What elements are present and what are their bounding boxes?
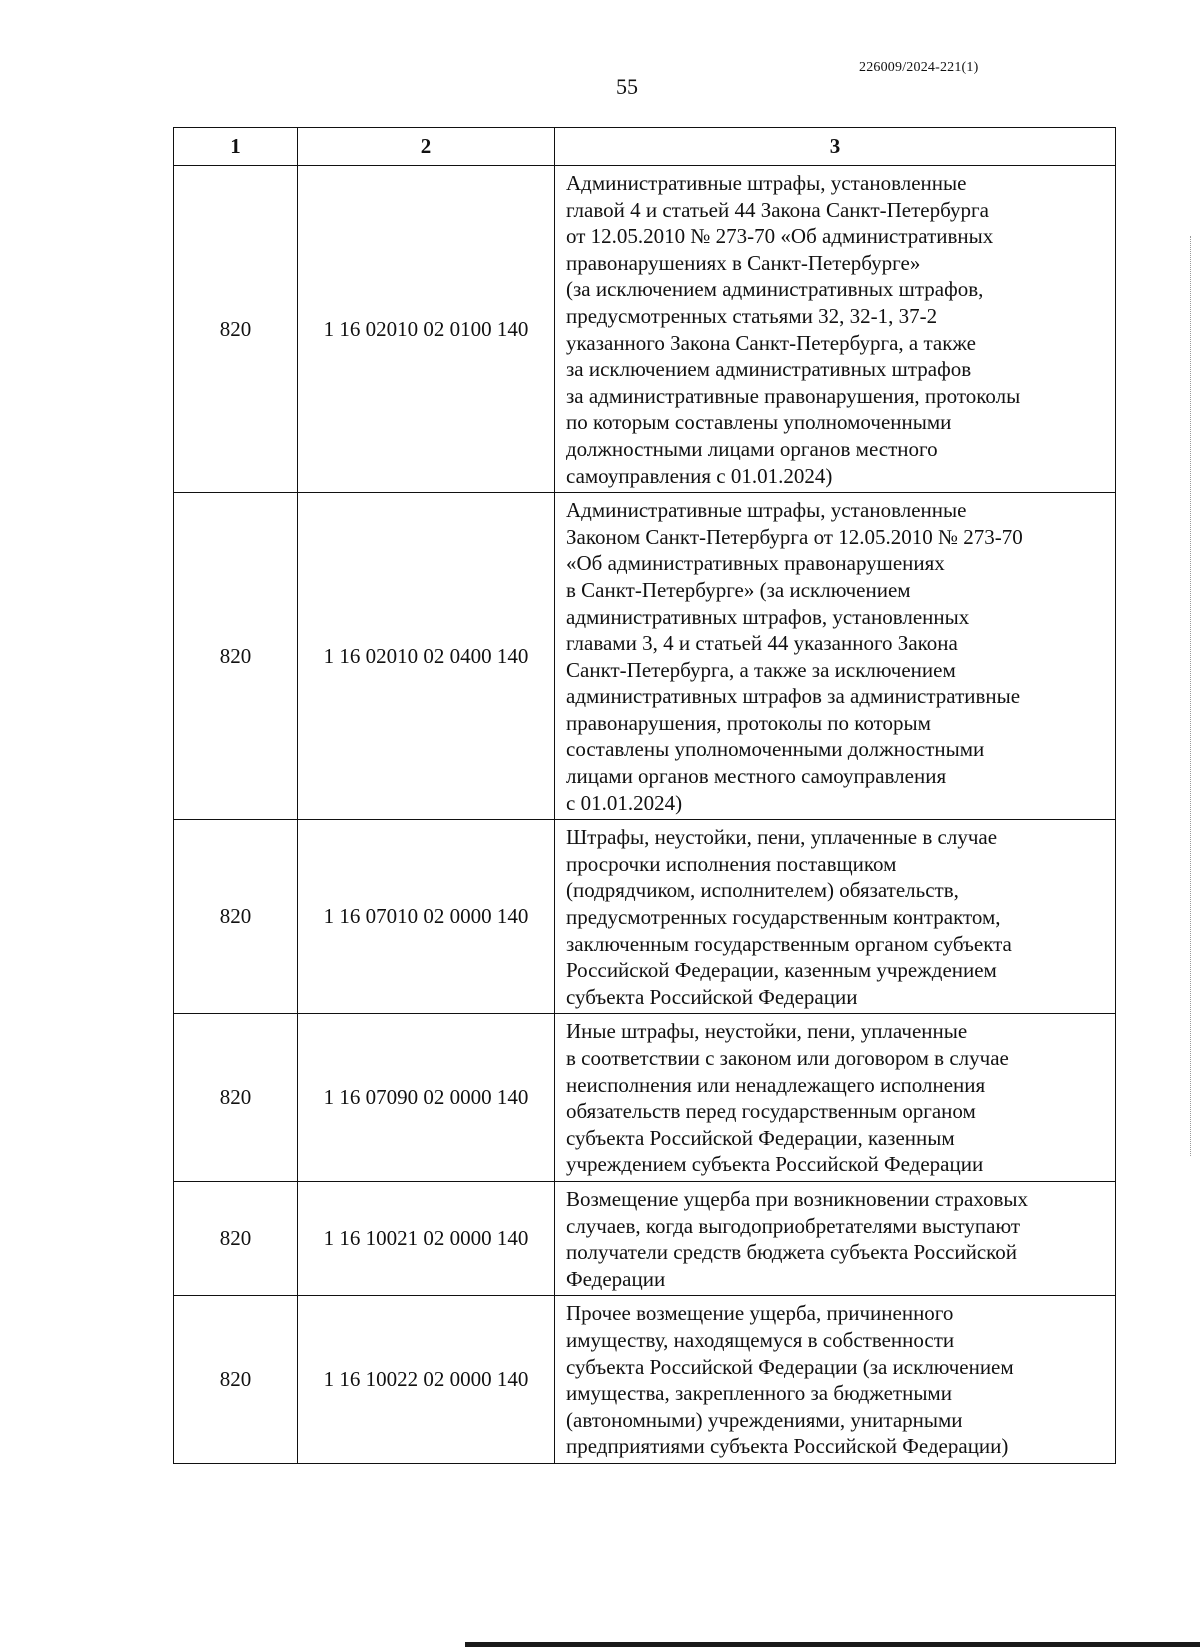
kbk-code-cell: 1 16 02010 02 0400 140 [298,493,555,820]
description-line: Возмещение ущерба при возникновении страховых [566,1186,1028,1211]
admin-code-cell: 820 [174,1014,298,1182]
description-line: субъекта Российской Федерации (за исключением [566,1354,1014,1379]
description-cell [555,1181,1116,1295]
budget-revenue-table [173,127,1116,1464]
description-line: случаев, когда выгодоприобретателями выступают [566,1213,1021,1238]
description-line: в соответствии с законом или договором в случае [566,1046,1009,1070]
kbk-code-cell: 1 16 10022 02 0000 140 [298,1296,555,1464]
description-cell [555,493,1116,820]
admin-code-cell: 820 [174,820,298,1014]
description-line: (подрядчиком, исполнителем) обязательств, [566,878,959,903]
description-line: Административные штрафы, установленные [566,498,967,523]
description-line: предусмотренных статьями 32, 32-1, 37-2 [566,303,938,328]
table-row [174,1014,1116,1182]
description-cell [555,820,1116,1014]
description-line: главами 3, 4 и статьей 44 указанного Закона [566,631,958,656]
description-line: Административные штрафы, установленные [566,171,967,195]
description-line: Штрафы, неустойки, пени, уплаченные в случае [566,825,998,850]
description-line: административных штрафов, установленных [566,604,970,629]
description-line: получатели средств бюджета субъекта Российской [566,1240,1018,1265]
description-line: лицами органов местного самоуправления [566,764,947,789]
description-cell [555,166,1116,493]
table-body [174,166,1116,1464]
description-line: обязательств перед государственным органом [566,1099,976,1124]
description-line: правонарушения, протоколы по которым [566,710,931,735]
description-line: по которым составлены уполномоченными [566,410,952,435]
description-line: составлены уполномоченными должностными [566,737,985,762]
table-row [174,820,1116,1014]
description-line: Санкт-Петербурга, а также за исключением [566,657,956,682]
description-line: должностными лицами органов местного [566,436,938,461]
table-row [174,1296,1116,1464]
scan-bottom-rule [465,1642,1200,1647]
description-line: заключенным государственным органом субъекта [566,931,1012,956]
admin-code-cell: 820 [174,1181,298,1295]
description-line: от 12.05.2010 № 273-70 «Об административных [566,224,994,249]
description-line: предприятиями субъекта Российской Федерации) [566,1434,1009,1459]
scan-margin-marks [1190,236,1193,1156]
description-line: Иные штрафы, неустойки, пени, уплаченные [566,1019,968,1044]
description-line: Федерации [566,1266,666,1291]
description-cell [555,1296,1116,1464]
description-line: имуществу, находящемуся в собственности [566,1327,955,1352]
column-header-1: 1 [174,128,298,166]
description-line: (автономными) учреждениями, унитарными [566,1407,963,1432]
description-line: главой 4 и статьей 44 Закона Санкт-Петербурга [566,197,989,222]
column-header-2: 2 [298,128,555,166]
table-row [174,493,1116,820]
description-line: с 01.01.2024) [566,790,683,815]
description-line: Законом Санкт-Петербурга от 12.05.2010 № 273-70 [566,524,1023,549]
description-line: имущества, закрепленного за бюджетными [566,1381,952,1406]
document-number: 226009/2024-221(1) [859,60,979,75]
description-line: субъекта Российской Федерации [566,984,858,1009]
kbk-code-cell: 1 16 07010 02 0000 140 [298,820,555,1014]
description-line: Российской Федерации, казенным учреждением [566,958,997,983]
admin-code-cell: 820 [174,493,298,820]
description-line: неисполнения или ненадлежащего исполнения [566,1072,986,1097]
description-line: за исключением административных штрафов [566,357,972,382]
description-line: (за исключением административных штрафов, [566,277,984,302]
description-line: административных штрафов за административные [566,684,1021,709]
description-line: в Санкт-Петербурге» (за исключением [566,577,911,602]
description-line: просрочки исполнения поставщиком [566,851,897,876]
table-row [174,1181,1116,1295]
description-line: самоуправления с 01.01.2024) [566,463,833,488]
page-number: 55 [616,74,638,99]
admin-code-cell: 820 [174,166,298,493]
description-cell [555,1014,1116,1182]
description-line: правонарушениях в Санкт-Петербурге» [566,250,921,275]
description-line: субъекта Российской Федерации, казенным [566,1125,955,1150]
kbk-code-cell: 1 16 07090 02 0000 140 [298,1014,555,1182]
description-line: за административные правонарушения, протоколы [566,383,1021,408]
description-line: учреждением субъекта Российской Федерации [566,1152,984,1177]
kbk-code-cell: 1 16 02010 02 0100 140 [298,166,555,493]
table-row [174,166,1116,493]
description-line: указанного Закона Санкт-Петербурга, а также [566,330,976,355]
description-line: «Об административных правонарушениях [566,551,945,576]
admin-code-cell: 820 [174,1296,298,1464]
column-header-3: 3 [555,128,1116,166]
description-line: предусмотренных государственным контрактом, [566,905,1001,930]
kbk-code-cell: 1 16 10021 02 0000 140 [298,1181,555,1295]
table-header-row [174,128,1116,166]
description-line: Прочее возмещение ущерба, причиненного [566,1301,954,1326]
